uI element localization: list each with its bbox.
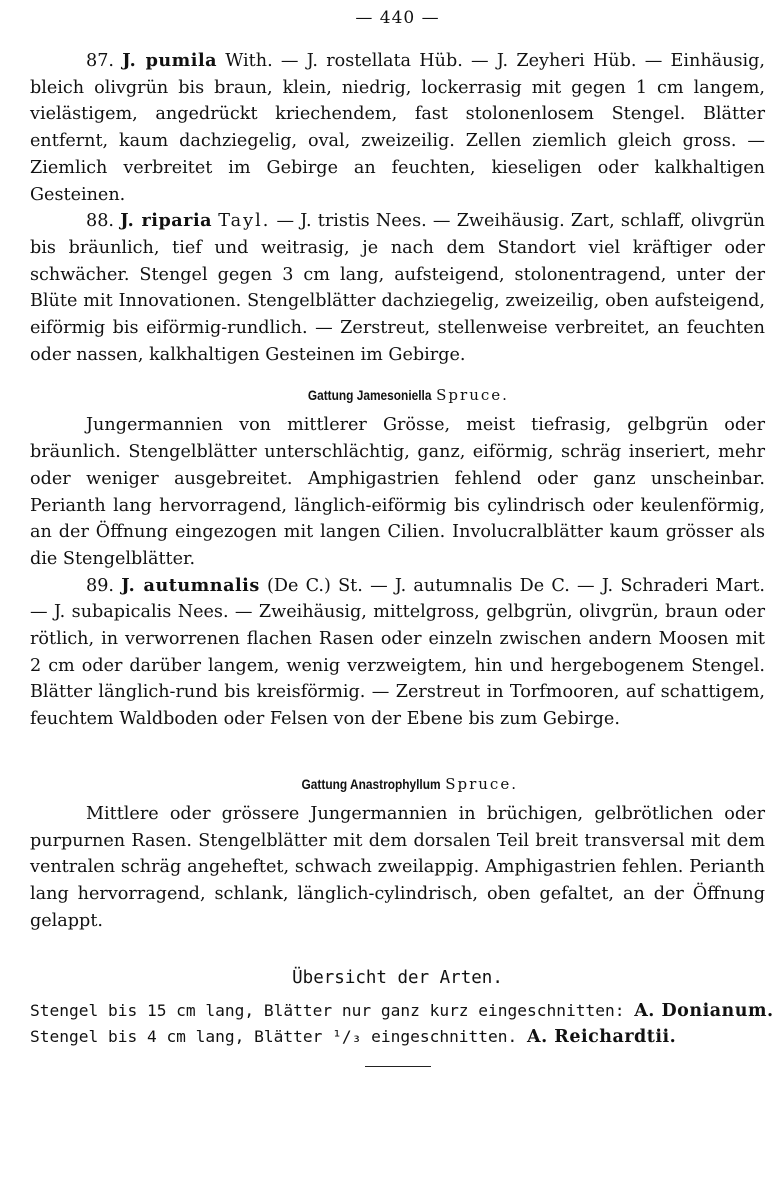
species-number: 87. <box>86 51 114 71</box>
species-entry-89 <box>30 573 765 733</box>
species-entry-88 <box>30 208 765 368</box>
species-entry-87 <box>30 48 765 208</box>
species-name: J. autumnalis <box>121 574 260 596</box>
genus-label: Gattung Jamesoniella <box>307 387 432 404</box>
genus-author: Spruce. <box>445 774 518 793</box>
key-text: Stengel bis 4 cm lang, Blätter ¹/₃ eingeschnitten. <box>30 1027 528 1047</box>
species-text: (De C.) St. — J. autumnalis De C. — J. Schraderi Mart. — J. subapicalis Nees. — Zweihäusig, mittelgross, gelbgrün, olivgrün, braun oder rötlich, in verworrenen flachen Rasen oder einzeln zwischen andern Moosen mit 2 cm oder darüber langem, wenig verzweigtem, hin und hergebogenem Stengel. Blätter länglich-rund bis kreisförmig. — Zerstreut in Torfmooren, auf schattigem, feuchtem Waldboden oder Felsen von der Ebene bis zum Gebirge. <box>30 575 766 730</box>
page-number: — 440 — <box>355 8 440 28</box>
key-text: Stengel bis 15 cm lang, Blätter nur ganz kurz eingeschnitten: <box>30 1001 635 1021</box>
species-number: 88. <box>86 211 114 232</box>
key-result: A. Reichardtii. <box>527 1027 677 1048</box>
species-text: With. — J. rostellata Hüb. — J. Zeyheri Hüb. — Einhäusig, bleich olivgrün bis braun, klein, niedrig, lockerrasig mit gegen 1 cm langem, vielästigem, angedrückt kriechendem, fast stolonenlosem Stengel. Blätter entfernt, kaum dachziegelig, oval, zweizeilig. Zellen ziemlich gleich gross. — Ziemlich verbreitet im Gebirge an feuchten, kieseligen oder kalkhaltigen Gesteinen. <box>30 51 765 205</box>
end-rule-divider <box>365 1066 431 1067</box>
genus-description-anastrophyllum: Mittlere oder grössere Jungermannien in brüchigen, gelbrötlichen oder purpurnen Rasen. Stengelblätter mit dem dorsalen Teil breit transversal mit dem ventralen schräg angeheftet, schwach zweilappig. Amphigastrien fehlen. Perianth lang hervorragend, schlank, länglich-cylindrisch, oben gefaltet, an der Öffnung gelappt. <box>30 803 765 931</box>
species-name: J. riparia <box>120 210 213 232</box>
genus-heading-jamesoniella <box>30 386 765 404</box>
document-page <box>30 0 774 1200</box>
genus-description-jamesoniella: Jungermannien von mittlerer Grösse, meist tiefrasig, gelbgrün oder bräunlich. Stengelblätter unterschlächtig, ganz, eiförmig, schräg inseriert, mehr oder weniger ausgebreitet. Amphigastrien fehlend oder ganz unscheinbar. Perianth lang hervorragend, länglich-eiförmig bis cylindrisch oder keulenförmig, an der Öffnung eingezogen mit langen Cilien. Involucralblätter kaum grösser als die Stengelblätter. <box>30 415 765 569</box>
key-result: A. Donianum. <box>634 1001 774 1022</box>
key-line-1 <box>30 998 774 1024</box>
species-number: 89. <box>86 575 114 596</box>
species-text: — J. tristis Nees. — Zweihäusig. Zart, schlaff, olivgrün bis bräunlich, tief und weitrasig, je nach dem Standort viel kräftiger oder schwächer. Stengel gegen 3 cm lang, aufsteigend, stolonentragend, unter der Blüte mit Innovationen. Stengelblätter dachziegelig, zweizeilig, oben aufsteigend, eiförmig bis eiförmig-rundlich. — Zerstreut, stellenweise verbreitet, an feuchten oder nassen, kalkhaltigen Gesteinen im Gebirge. <box>30 211 766 365</box>
genus-heading-anastrophyllum <box>30 775 765 793</box>
overview-title: Übersicht der Arten. <box>292 968 503 989</box>
species-author: Tayl. <box>218 211 271 232</box>
genus-label: Gattung Anastrophyllum <box>301 775 441 792</box>
species-name: J. pumila <box>122 50 218 71</box>
genus-author: Spruce. <box>436 386 509 405</box>
key-line-2 <box>30 1024 765 1050</box>
